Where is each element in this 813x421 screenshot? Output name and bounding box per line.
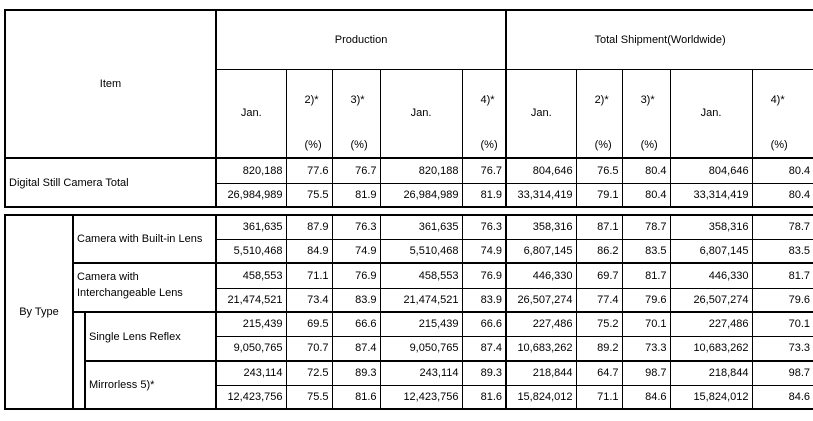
production-header-label: Production [334, 33, 388, 46]
mirrorless-r2-c6: 71.1 [576, 385, 622, 409]
interchangeable-label-line1: Camera with [77, 271, 139, 283]
slr-r2-c2: 87.4 [332, 336, 380, 361]
slr-r2-c6: 89.2 [576, 336, 622, 361]
slr-r2-c8: 10,683,262 [670, 336, 752, 361]
ship-n3-header [622, 69, 670, 158]
prod-n2-label: 2)* [304, 93, 319, 106]
prod-n2-header [286, 69, 332, 158]
interchangeable-r1-c1: 71.1 [286, 263, 332, 288]
builtin-r2-c5: 6,807,145 [506, 239, 576, 263]
builtin-r1-c8: 358,316 [670, 215, 752, 239]
interchangeable-r1-c6: 69.7 [576, 263, 622, 288]
ship-n2-pct: (%) [594, 139, 612, 151]
builtin-r1-c1: 87.9 [286, 215, 332, 239]
production-header [216, 10, 506, 69]
builtin-r2-c6: 86.2 [576, 239, 622, 263]
slr-r1-c6: 75.2 [576, 312, 622, 336]
mirrorless-r2-c9: 84.6 [752, 385, 813, 409]
mirrorless-r2-c1: 75.5 [286, 385, 332, 409]
interchangeable-r1-c9: 81.7 [752, 263, 813, 288]
interchangeable-r2-c6: 77.4 [576, 288, 622, 312]
interchangeable-r1-c8: 446,330 [670, 263, 752, 288]
builtin-r1-c6: 87.1 [576, 215, 622, 239]
mirrorless-r1-c4: 89.3 [462, 361, 506, 385]
prod-jan-label: Jan. [240, 107, 262, 120]
interchangeable-r2-c0: 21,474,521 [216, 288, 286, 312]
builtin-r1-c2: 76.3 [332, 215, 380, 239]
mirrorless-r1-c3: 243,114 [380, 361, 462, 385]
total-r2-c8: 33,314,419 [670, 183, 752, 207]
mirrorless-r1-c7: 98.7 [622, 361, 670, 385]
prod-n4-header [462, 69, 506, 158]
slr-r1-c1: 69.5 [286, 312, 332, 336]
slr-r2-c1: 70.7 [286, 336, 332, 361]
builtin-r2-c3: 5,510,468 [380, 239, 462, 263]
total-r1-c4: 76.7 [462, 158, 506, 183]
interchangeable-r2-c9: 79.6 [752, 288, 813, 312]
prod-n4-pct: (%) [480, 139, 498, 151]
slr-r1-c4: 66.6 [462, 312, 506, 336]
slr-r1-c7: 70.1 [622, 312, 670, 336]
slr-r2-c0: 9,050,765 [216, 336, 286, 361]
total-r2-c0: 26,984,989 [216, 183, 286, 207]
interchangeable-r2-c8: 26,507,274 [670, 288, 752, 312]
interchangeable-r1-c3: 458,553 [380, 263, 462, 288]
slr-r2-c9: 73.3 [752, 336, 813, 361]
builtin-r2-c0: 5,510,468 [216, 239, 286, 263]
mirrorless-r2-c3: 12,423,756 [380, 385, 462, 409]
mirrorless-r1-c9: 98.7 [752, 361, 813, 385]
mirrorless-r2-c7: 84.6 [622, 385, 670, 409]
slr-r1-c8: 227,486 [670, 312, 752, 336]
builtin-r1-c0: 361,635 [216, 215, 286, 239]
prod-jan2-header [380, 69, 462, 158]
builtin-label [73, 215, 216, 263]
builtin-row-1 [5, 215, 813, 239]
interchangeable-r1-c4: 76.9 [462, 263, 506, 288]
mirrorless-r2-c2: 81.6 [332, 385, 380, 409]
total-r2-c9: 80.4 [752, 183, 813, 207]
ship-jan2-header [670, 69, 752, 158]
prod-n3-header [332, 69, 380, 158]
mirrorless-label-text: Mirrorless 5)* [89, 379, 155, 391]
prod-n2-pct: (%) [304, 139, 322, 151]
interchangeable-r1-c2: 76.9 [332, 263, 380, 288]
interchangeable-r1-c0: 458,553 [216, 263, 286, 288]
ship-jan-label: Jan. [530, 107, 552, 120]
slr-r1-c0: 215,439 [216, 312, 286, 336]
mirrorless-r2-c5: 15,824,012 [506, 385, 576, 409]
total-r2-c3: 26,984,989 [380, 183, 462, 207]
builtin-r2-c2: 74.9 [332, 239, 380, 263]
slr-r1-c3: 215,439 [380, 312, 462, 336]
item-header-label: Item [99, 78, 122, 90]
ship-n2-header [576, 69, 622, 158]
total-r1-c8: 804,646 [670, 158, 752, 183]
mirrorless-row-1 [5, 361, 813, 385]
ship-n4-header [752, 69, 813, 158]
mirrorless-r1-c0: 243,114 [216, 361, 286, 385]
ship-n3-pct: (%) [640, 139, 658, 151]
builtin-r1-c7: 78.7 [622, 215, 670, 239]
header-and-total-table [4, 9, 813, 208]
mirrorless-r1-c8: 218,844 [670, 361, 752, 385]
interchangeable-r1-c7: 81.7 [622, 263, 670, 288]
total-row-1 [5, 158, 813, 183]
interchangeable-row-1 [5, 263, 813, 288]
interchangeable-r2-c2: 83.9 [332, 288, 380, 312]
shipment-header [506, 10, 813, 69]
interchangeable-label-line2: Interchangeable Lens [77, 287, 183, 299]
ship-n4-label: 4)* [770, 93, 785, 106]
slr-label [85, 312, 216, 361]
total-r1-c0: 820,188 [216, 158, 286, 183]
mirrorless-r2-c8: 15,824,012 [670, 385, 752, 409]
item-header [5, 10, 216, 158]
slr-label-text: Single Lens Reflex [89, 330, 181, 343]
total-r1-c3: 820,188 [380, 158, 462, 183]
prod-n3-pct: (%) [350, 139, 368, 151]
prod-n3-label: 3)* [350, 93, 365, 106]
mirrorless-label [85, 361, 216, 409]
builtin-r1-c3: 361,635 [380, 215, 462, 239]
ship-n3-label: 3)* [640, 93, 655, 106]
interchangeable-r2-c1: 73.4 [286, 288, 332, 312]
by-type-label [5, 215, 73, 409]
builtin-r1-c4: 76.3 [462, 215, 506, 239]
interchangeable-r2-c4: 83.9 [462, 288, 506, 312]
prod-jan2-label: Jan. [410, 107, 432, 120]
mirrorless-r2-c0: 12,423,756 [216, 385, 286, 409]
interchangeable-r2-c7: 79.6 [622, 288, 670, 312]
shipment-header-label: Total Shipment(Worldwide) [594, 33, 726, 46]
builtin-r2-c1: 84.9 [286, 239, 332, 263]
sub-type-indent [73, 312, 85, 409]
total-r2-c1: 75.5 [286, 183, 332, 207]
builtin-r2-c8: 6,807,145 [670, 239, 752, 263]
builtin-r1-c9: 78.7 [788, 221, 810, 234]
total-r1-c2: 76.7 [332, 158, 380, 183]
slr-r2-c4: 87.4 [462, 336, 506, 361]
builtin-label-text: Camera with Built-in Lens [77, 233, 203, 245]
slr-r2-c3: 9,050,765 [380, 336, 462, 361]
slr-r2-c5: 10,683,262 [506, 336, 576, 361]
total-r2-c7: 80.4 [622, 183, 670, 207]
total-label-text: Digital Still Camera Total [9, 176, 129, 189]
ship-jan-header [506, 69, 576, 158]
interchangeable-r2-c3: 21,474,521 [380, 288, 462, 312]
mirrorless-r1-c6: 64.7 [576, 361, 622, 385]
interchangeable-r2-c5: 26,507,274 [506, 288, 576, 312]
total-r2-c5: 33,314,419 [506, 183, 576, 207]
builtin-r2-c7: 83.5 [622, 239, 670, 263]
mirrorless-r1-c5: 218,844 [506, 361, 576, 385]
slr-r1-c9: 70.1 [752, 312, 813, 336]
total-r1-c6: 76.5 [576, 158, 622, 183]
slr-row-1 [5, 312, 813, 336]
total-r2-c6: 79.1 [576, 183, 622, 207]
prod-jan-header [216, 69, 286, 158]
mirrorless-r1-c1: 72.5 [286, 361, 332, 385]
total-r1-c9: 80.4 [752, 158, 813, 183]
interchangeable-r1-c5: 446,330 [506, 263, 576, 288]
slr-r2-c7: 73.3 [622, 336, 670, 361]
by-type-table [4, 214, 813, 410]
builtin-r2-c9: 83.5 [752, 239, 813, 263]
slr-r1-c5: 227,486 [506, 312, 576, 336]
slr-r1-c2: 66.6 [332, 312, 380, 336]
builtin-r2-c4: 74.9 [462, 239, 506, 263]
ship-n2-label: 2)* [594, 93, 609, 106]
total-r2-c2: 81.9 [332, 183, 380, 207]
total-r2-c4: 81.9 [462, 183, 506, 207]
ship-jan2-label: Jan. [700, 107, 722, 120]
ship-n4-pct: (%) [770, 139, 788, 151]
mirrorless-r1-c2: 89.3 [332, 361, 380, 385]
by-type-label-text: By Type [19, 306, 59, 318]
total-label [5, 158, 216, 207]
interchangeable-label [73, 263, 216, 312]
total-r1-c5: 804,646 [506, 158, 576, 183]
mirrorless-r2-c4: 81.6 [462, 385, 506, 409]
prod-n4-label: 4)* [480, 93, 495, 106]
total-r1-c7: 80.4 [622, 158, 670, 183]
builtin-r1-c5: 358,316 [506, 215, 576, 239]
total-r1-c1: 77.6 [286, 158, 332, 183]
